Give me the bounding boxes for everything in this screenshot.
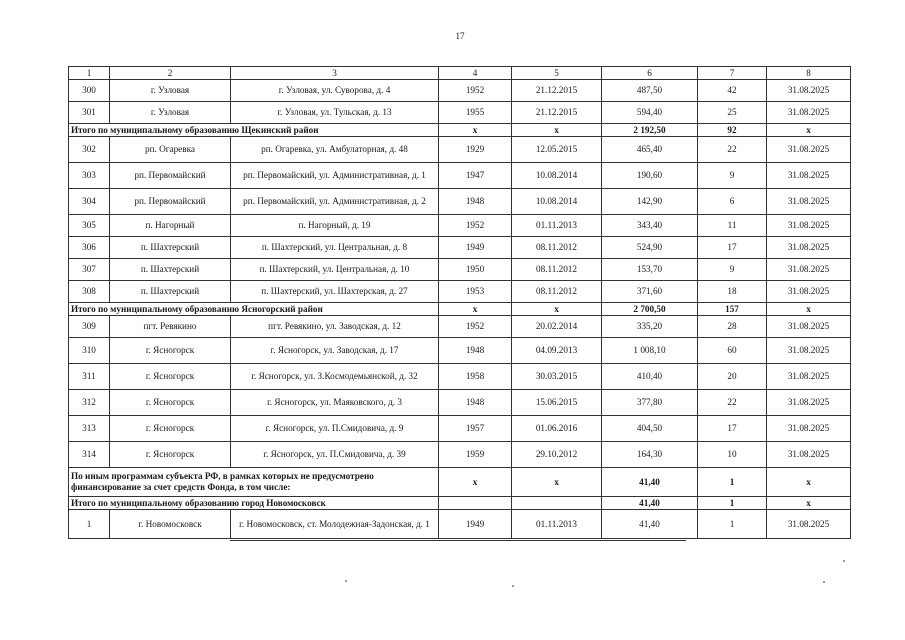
- table-row: [69, 80, 851, 102]
- table-row: [69, 281, 851, 303]
- year-built-cell: 1949: [439, 510, 512, 539]
- row-number-cell: 308: [69, 281, 110, 303]
- residents-cell: 17: [698, 237, 767, 259]
- recognition-date-cell: 29.10.2012: [512, 442, 602, 468]
- row-number-cell: 312: [69, 390, 110, 416]
- address-cell: рп. Огаревка, ул. Амбулаторная, д. 48: [231, 137, 439, 163]
- area-cell: 1 008,10: [602, 338, 698, 364]
- deadline-cell: 31.08.2025: [767, 416, 851, 442]
- settlement-cell: г. Ясногорск: [110, 364, 231, 390]
- year-built-cell: 1929: [439, 137, 512, 163]
- address-cell: г. Узловая, ул. Суворова, д. 4: [231, 80, 439, 102]
- row-number-cell: 313: [69, 416, 110, 442]
- area-total-cell: 41,40: [602, 468, 698, 497]
- row-number-cell: 310: [69, 338, 110, 364]
- year-built-cell: 1948: [439, 338, 512, 364]
- area-total-cell: 2 700,50: [602, 303, 698, 316]
- year-built-cell: 1952: [439, 316, 512, 338]
- residents-total-cell: 92: [698, 124, 767, 137]
- column-number: 7: [698, 67, 767, 80]
- deadline-cell: 31.08.2025: [767, 137, 851, 163]
- subtotal-label: Итого по муниципальному образованию город Новомосковск: [69, 497, 439, 510]
- settlement-cell: г. Ясногорск: [110, 338, 231, 364]
- subtotal-label: Итого по муниципальному образованию Щекинский район: [69, 124, 439, 137]
- table-row: [69, 416, 851, 442]
- year-built-cell: 1948: [439, 189, 512, 215]
- recognition-date-cell: х: [512, 303, 602, 316]
- residents-cell: 1: [698, 510, 767, 539]
- row-number-cell: 303: [69, 163, 110, 189]
- recognition-date-cell: [512, 497, 602, 510]
- subtotal-row: [69, 124, 851, 137]
- area-cell: 377,80: [602, 390, 698, 416]
- area-cell: 487,50: [602, 80, 698, 102]
- settlement-cell: рп. Первомайский: [110, 189, 231, 215]
- residents-total-cell: 1: [698, 497, 767, 510]
- settlement-cell: рп. Огаревка: [110, 137, 231, 163]
- address-cell: г. Ясногорск, ул. Маяковского, д. 3: [231, 390, 439, 416]
- subtotal-row: [69, 497, 851, 510]
- area-cell: 343,40: [602, 215, 698, 237]
- table-row: [69, 237, 851, 259]
- table-row: [69, 338, 851, 364]
- area-cell: 410,40: [602, 364, 698, 390]
- residents-cell: 18: [698, 281, 767, 303]
- settlement-cell: п. Шахтерский: [110, 259, 231, 281]
- residents-cell: 28: [698, 316, 767, 338]
- table-row: [69, 215, 851, 237]
- column-number: 8: [767, 67, 851, 80]
- recognition-date-cell: 04.09.2013: [512, 338, 602, 364]
- table-row: [69, 390, 851, 416]
- subtotal-row: [69, 303, 851, 316]
- subtotal-label: Итого по муниципальному образованию Ясногорский район: [69, 303, 439, 316]
- deadline-cell: 31.08.2025: [767, 189, 851, 215]
- address-cell: г. Ясногорск, ул. Заводская, д. 17: [231, 338, 439, 364]
- scan-speck: [512, 585, 514, 587]
- address-cell: п. Шахтерский, ул. Шахтерская, д. 27: [231, 281, 439, 303]
- year-built-cell: х: [439, 468, 512, 497]
- residents-cell: 10: [698, 442, 767, 468]
- recognition-date-cell: 30.03.2015: [512, 364, 602, 390]
- area-cell: 142,90: [602, 189, 698, 215]
- address-cell: п. Шахтерский, ул. Центральная, д. 10: [231, 259, 439, 281]
- row-number-cell: 300: [69, 80, 110, 102]
- settlement-cell: п. Шахтерский: [110, 281, 231, 303]
- settlement-cell: п. Нагорный: [110, 215, 231, 237]
- row-number-cell: 314: [69, 442, 110, 468]
- recognition-date-cell: 01.06.2016: [512, 416, 602, 442]
- address-cell: г. Ясногорск, ул. З.Космодемьянской, д. 32: [231, 364, 439, 390]
- year-built-cell: 1949: [439, 237, 512, 259]
- recognition-date-cell: 08.11.2012: [512, 281, 602, 303]
- area-cell: 371,60: [602, 281, 698, 303]
- area-cell: 524,90: [602, 237, 698, 259]
- settlement-cell: г. Ясногорск: [110, 416, 231, 442]
- area-cell: 153,70: [602, 259, 698, 281]
- settlement-cell: пгт. Ревякино: [110, 316, 231, 338]
- deadline-cell: 31.08.2025: [767, 338, 851, 364]
- table-row: [69, 442, 851, 468]
- residents-cell: 60: [698, 338, 767, 364]
- address-cell: рп. Первомайский, ул. Административная, д. 1: [231, 163, 439, 189]
- program-total-row: [69, 468, 851, 497]
- year-built-cell: х: [439, 124, 512, 137]
- year-built-cell: 1952: [439, 215, 512, 237]
- residents-cell: 22: [698, 390, 767, 416]
- recognition-date-cell: 12.05.2015: [512, 137, 602, 163]
- deadline-cell: 31.08.2025: [767, 364, 851, 390]
- address-cell: г. Ясногорск, ул. П.Смидовича, д. 39: [231, 442, 439, 468]
- settlement-cell: г. Ясногорск: [110, 390, 231, 416]
- year-built-cell: х: [439, 303, 512, 316]
- deadline-cell: 31.08.2025: [767, 316, 851, 338]
- settlement-cell: г. Ясногорск: [110, 442, 231, 468]
- deadline-cell: х: [767, 124, 851, 137]
- deadline-cell: х: [767, 303, 851, 316]
- housing-register-table: [68, 66, 851, 539]
- row-number-cell: 304: [69, 189, 110, 215]
- table-row: [69, 316, 851, 338]
- settlement-cell: г. Узловая: [110, 102, 231, 124]
- column-number: 5: [512, 67, 602, 80]
- deadline-cell: 31.08.2025: [767, 390, 851, 416]
- area-cell: 594,40: [602, 102, 698, 124]
- area-cell: 465,40: [602, 137, 698, 163]
- row-number-cell: 301: [69, 102, 110, 124]
- recognition-date-cell: х: [512, 468, 602, 497]
- column-number-row: [69, 67, 851, 80]
- column-number: 1: [69, 67, 110, 80]
- deadline-cell: 31.08.2025: [767, 215, 851, 237]
- residents-cell: 11: [698, 215, 767, 237]
- deadline-cell: 31.08.2025: [767, 102, 851, 124]
- row-number-cell: 309: [69, 316, 110, 338]
- table-row: [69, 364, 851, 390]
- row-number-cell: 1: [69, 510, 110, 539]
- deadline-cell: 31.08.2025: [767, 510, 851, 539]
- address-cell: г. Узловая, ул. Тульская, д. 13: [231, 102, 439, 124]
- address-cell: г. Ясногорск, ул. П.Смидовича, д. 9: [231, 416, 439, 442]
- row-number-cell: 306: [69, 237, 110, 259]
- residents-total-cell: 1: [698, 468, 767, 497]
- recognition-date-cell: 15.06.2015: [512, 390, 602, 416]
- subtotal-label: По иным программам субъекта РФ, в рамках которых не предусмотрено финансирование за счет средств Фонда, в том числе:: [69, 468, 439, 497]
- table-row: [69, 189, 851, 215]
- residents-cell: 6: [698, 189, 767, 215]
- deadline-cell: х: [767, 497, 851, 510]
- area-cell: 404,50: [602, 416, 698, 442]
- residents-cell: 42: [698, 80, 767, 102]
- recognition-date-cell: 08.11.2012: [512, 237, 602, 259]
- table-row: [69, 510, 851, 539]
- recognition-date-cell: х: [512, 124, 602, 137]
- deadline-cell: 31.08.2025: [767, 163, 851, 189]
- recognition-date-cell: 01.11.2013: [512, 215, 602, 237]
- scan-speck: [823, 581, 825, 583]
- recognition-date-cell: 21.12.2015: [512, 80, 602, 102]
- year-built-cell: 1957: [439, 416, 512, 442]
- table-body: [69, 67, 851, 539]
- area-total-cell: 41,40: [602, 497, 698, 510]
- residents-cell: 9: [698, 259, 767, 281]
- address-cell: п. Шахтерский, ул. Центральная, д. 8: [231, 237, 439, 259]
- area-cell: 335,20: [602, 316, 698, 338]
- area-total-cell: 2 192,50: [602, 124, 698, 137]
- column-number: 4: [439, 67, 512, 80]
- area-cell: 164,30: [602, 442, 698, 468]
- address-cell: пгт. Ревякино, ул. Заводская, д. 12: [231, 316, 439, 338]
- recognition-date-cell: 20.02.2014: [512, 316, 602, 338]
- footer-rule: [230, 540, 686, 541]
- residents-cell: 9: [698, 163, 767, 189]
- recognition-date-cell: 10.08.2014: [512, 189, 602, 215]
- residents-cell: 25: [698, 102, 767, 124]
- year-built-cell: [439, 497, 512, 510]
- recognition-date-cell: 01.11.2013: [512, 510, 602, 539]
- column-number: 6: [602, 67, 698, 80]
- residents-cell: 20: [698, 364, 767, 390]
- area-cell: 41,40: [602, 510, 698, 539]
- row-number-cell: 302: [69, 137, 110, 163]
- settlement-cell: п. Шахтерский: [110, 237, 231, 259]
- year-built-cell: 1955: [439, 102, 512, 124]
- year-built-cell: 1959: [439, 442, 512, 468]
- row-number-cell: 311: [69, 364, 110, 390]
- year-built-cell: 1953: [439, 281, 512, 303]
- settlement-cell: г. Новомосковск: [110, 510, 231, 539]
- address-cell: рп. Первомайский, ул. Административная, д. 2: [231, 189, 439, 215]
- deadline-cell: 31.08.2025: [767, 80, 851, 102]
- residents-cell: 22: [698, 137, 767, 163]
- recognition-date-cell: 10.08.2014: [512, 163, 602, 189]
- row-number-cell: 307: [69, 259, 110, 281]
- column-number: 3: [231, 67, 439, 80]
- address-cell: п. Нагорный, д. 19: [231, 215, 439, 237]
- column-number: 2: [110, 67, 231, 80]
- page-number: 17: [455, 31, 465, 41]
- area-cell: 190,60: [602, 163, 698, 189]
- row-number-cell: 305: [69, 215, 110, 237]
- scan-speck: [843, 560, 845, 562]
- address-cell: г. Новомосковск, ст. Молодежная-Задонская, д. 1: [231, 510, 439, 539]
- recognition-date-cell: 21.12.2015: [512, 102, 602, 124]
- table-row: [69, 137, 851, 163]
- residents-total-cell: 157: [698, 303, 767, 316]
- settlement-cell: г. Узловая: [110, 80, 231, 102]
- table-row: [69, 259, 851, 281]
- scan-speck: [345, 580, 347, 582]
- residents-cell: 17: [698, 416, 767, 442]
- deadline-cell: 31.08.2025: [767, 237, 851, 259]
- table-row: [69, 102, 851, 124]
- settlement-cell: рп. Первомайский: [110, 163, 231, 189]
- deadline-cell: 31.08.2025: [767, 259, 851, 281]
- year-built-cell: 1950: [439, 259, 512, 281]
- recognition-date-cell: 08.11.2012: [512, 259, 602, 281]
- table-row: [69, 163, 851, 189]
- year-built-cell: 1958: [439, 364, 512, 390]
- deadline-cell: 31.08.2025: [767, 442, 851, 468]
- deadline-cell: х: [767, 468, 851, 497]
- deadline-cell: 31.08.2025: [767, 281, 851, 303]
- year-built-cell: 1947: [439, 163, 512, 189]
- year-built-cell: 1948: [439, 390, 512, 416]
- year-built-cell: 1952: [439, 80, 512, 102]
